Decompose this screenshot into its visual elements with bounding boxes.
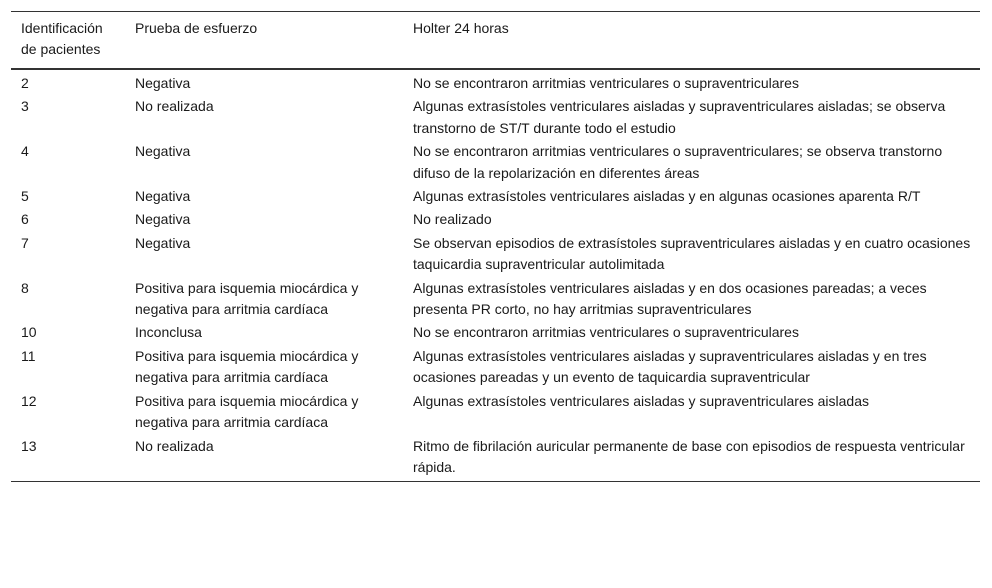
cell-holter: Algunas extrasístoles ventriculares aisladas y en dos ocasiones pareadas; a veces presenta PR corto, no hay arritmias supraventriculares xyxy=(413,279,927,318)
cell-stress-test: Positiva para isquemia miocárdica y negativa para arritmia cardíaca xyxy=(135,392,359,431)
table-row xyxy=(11,140,980,185)
table-row xyxy=(11,208,980,231)
cell-patient-id: 7 xyxy=(21,234,29,251)
cell-stress-test: Negativa xyxy=(135,211,191,228)
cell-patient-id: 6 xyxy=(21,211,29,228)
table-row xyxy=(11,69,980,95)
cell-holter: Algunas extrasístoles ventriculares aisladas y en algunas ocasiones aparenta R/T xyxy=(413,188,921,205)
cell-patient-id: 12 xyxy=(21,392,37,409)
cell-stress-test: Negativa xyxy=(135,75,191,91)
patients-table-container xyxy=(11,11,980,482)
header-row xyxy=(11,12,980,70)
cell-stress-test: Positiva para isquemia miocárdica y negativa para arritmia cardíaca xyxy=(135,347,359,386)
cell-holter: Algunas extrasístoles ventriculares aisladas y supraventriculares aisladas; se observa transtorno de ST/T durante todo el estudio xyxy=(413,98,946,136)
cell-holter: Se observan episodios de extrasístoles supraventriculares aisladas y en cuatro ocasiones taquicardia supraventricular autolimitada xyxy=(413,234,971,273)
cell-holter: No se encontraron arritmias ventriculares o supraventriculares xyxy=(413,324,799,341)
cell-stress-test: Positiva para isquemia miocárdica y negativa para arritmia cardíaca xyxy=(135,279,359,318)
cell-holter: No se encontraron arritmias ventriculares o supraventriculares xyxy=(413,75,799,91)
table-header xyxy=(11,12,980,70)
cell-patient-id: 2 xyxy=(21,75,29,91)
cell-holter: Ritmo de fibrilación auricular permanente de base con episodios de respuesta ventricular rápida. xyxy=(413,437,965,475)
cell-patient-id: 10 xyxy=(21,324,37,341)
cell-holter: No realizado xyxy=(413,211,492,228)
cell-holter: Algunas extrasístoles ventriculares aisladas y supraventriculares aisladas xyxy=(413,392,869,409)
cell-stress-test: Negativa xyxy=(135,188,191,205)
header-stress-test: Prueba de esfuerzo xyxy=(135,20,258,36)
cell-patient-id: 5 xyxy=(21,188,29,205)
table-row xyxy=(11,232,980,277)
table-row xyxy=(11,185,980,208)
cell-patient-id: 3 xyxy=(21,98,29,115)
cell-patient-id: 4 xyxy=(21,143,29,160)
cell-holter: Algunas extrasístoles ventriculares aisladas y supraventriculares aisladas y en tres ocasiones pareadas y un evento de taquicardia supraventricular xyxy=(413,347,927,386)
cell-patient-id: 13 xyxy=(21,437,37,454)
cell-holter: No se encontraron arritmias ventriculares o supraventriculares; se observa transtorno difuso de la repolarización en diferentes áreas xyxy=(413,143,943,181)
cell-stress-test: Inconclusa xyxy=(135,324,202,341)
patients-table xyxy=(11,11,980,482)
cell-stress-test: No realizada xyxy=(135,98,214,115)
table-row xyxy=(11,321,980,344)
header-holter: Holter 24 horas xyxy=(413,20,509,36)
cell-patient-id: 11 xyxy=(21,347,36,364)
cell-stress-test: Negativa xyxy=(135,234,191,251)
table-row xyxy=(11,277,980,322)
table-row xyxy=(11,95,980,140)
table-row xyxy=(11,390,980,435)
header-patient-id: Identificación de pacientes xyxy=(21,20,103,57)
table-row xyxy=(11,345,980,390)
table-body xyxy=(11,69,980,482)
cell-patient-id: 8 xyxy=(21,279,29,296)
cell-stress-test: No realizada xyxy=(135,437,214,454)
cell-stress-test: Negativa xyxy=(135,143,191,160)
table-row xyxy=(11,435,980,482)
